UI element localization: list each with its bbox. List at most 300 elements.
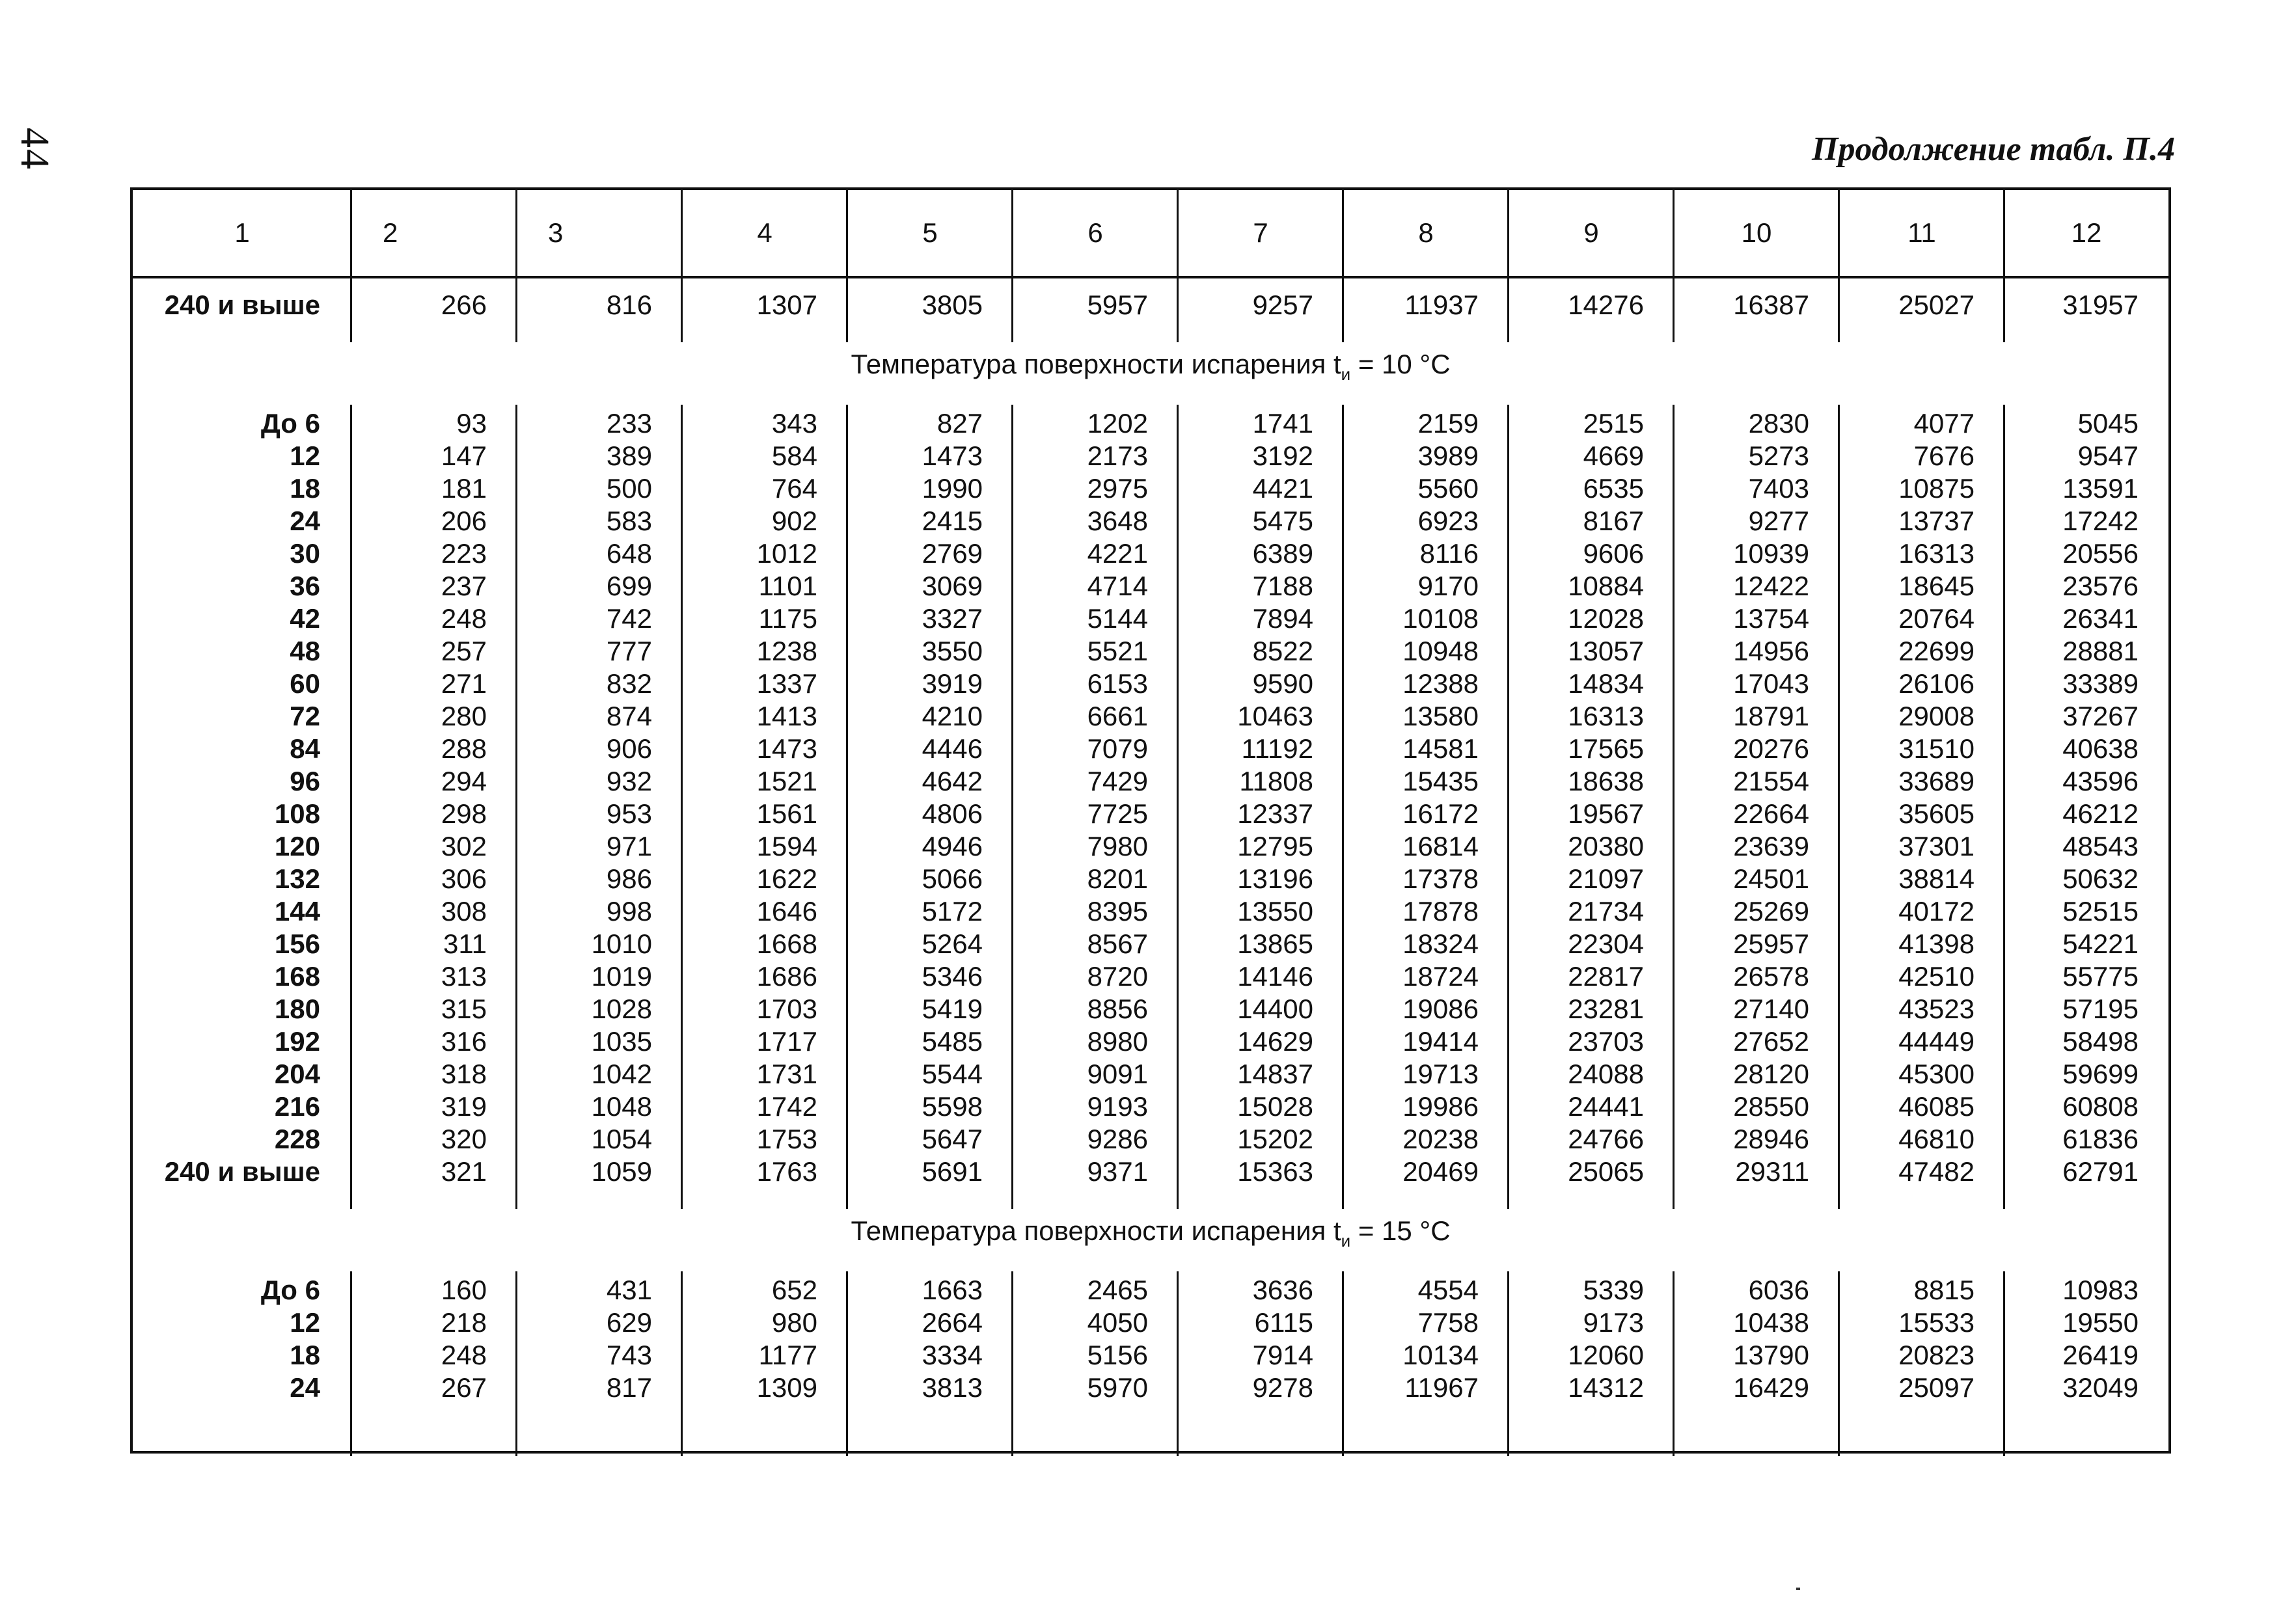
header-divider	[133, 276, 2168, 278]
table-row	[133, 570, 2168, 602]
table-cell: 5264	[922, 928, 983, 959]
table-cell: 42510	[1898, 961, 1975, 992]
table-cell: 4806	[922, 798, 983, 829]
row-label: 18	[290, 473, 320, 504]
table-cell: 1337	[756, 668, 817, 699]
table-cell: 648	[606, 538, 652, 569]
table-cell: 33389	[2062, 668, 2139, 699]
table-cell: 5273	[1748, 440, 1809, 471]
header-cell: 8	[1418, 217, 1434, 248]
header-cell: 4	[757, 217, 772, 248]
table-cell: 1663	[922, 1275, 983, 1305]
table-cell: 5647	[922, 1124, 983, 1154]
table-cell: 13790	[1733, 1340, 1809, 1370]
table-cell: 19567	[1568, 798, 1644, 829]
table-cell: 14581	[1402, 733, 1479, 764]
table-cell: 24501	[1733, 863, 1809, 894]
row-label: 30	[290, 538, 320, 569]
table-cell: 5144	[1087, 603, 1148, 634]
table-cell: 14956	[1733, 636, 1809, 666]
column-divider	[1177, 1271, 1179, 1456]
row-label: 168	[274, 961, 320, 992]
table-cell: 18791	[1733, 701, 1809, 731]
table-cell: 2173	[1087, 440, 1148, 471]
row-label: 84	[290, 733, 320, 764]
table-row	[133, 798, 2168, 830]
table-cell: 313	[441, 961, 487, 992]
table-cell: 4669	[1583, 440, 1644, 471]
row-label: 240 и выше	[164, 1156, 320, 1187]
table-cell: 2664	[922, 1307, 983, 1338]
table-cell: 500	[606, 473, 652, 504]
table-cell: 3648	[1087, 506, 1148, 536]
column-divider	[350, 1271, 352, 1456]
table-cell: 7429	[1087, 766, 1148, 796]
table-cell: 14400	[1237, 994, 1313, 1024]
table-cell: 315	[441, 994, 487, 1024]
table-cell: 3636	[1252, 1275, 1313, 1305]
row-label: 42	[290, 603, 320, 634]
table-cell: 9590	[1252, 668, 1313, 699]
column-divider	[2003, 405, 2005, 1209]
column-divider	[846, 1271, 848, 1456]
table-cell: 5419	[922, 994, 983, 1024]
table-cell: 62791	[2062, 1156, 2139, 1187]
table-cell: 93	[456, 408, 487, 439]
column-divider	[1838, 405, 1840, 1209]
table-cell: 233	[606, 408, 652, 439]
table-cell: 13754	[1733, 603, 1809, 634]
table-cell: 8116	[1419, 538, 1479, 569]
table-cell: 61836	[2062, 1124, 2139, 1154]
table-cell: 26106	[1898, 668, 1975, 699]
table-cell: 23703	[1568, 1026, 1644, 1057]
table-cell: 21554	[1733, 766, 1809, 796]
column-divider	[846, 405, 848, 1209]
table-cell: 23281	[1568, 994, 1644, 1024]
table-cell: 3805	[922, 290, 983, 320]
table-cell: 48543	[2062, 831, 2139, 861]
section-title	[133, 1215, 2168, 1251]
table-cell: 20764	[1898, 603, 1975, 634]
table-cell: 4077	[1913, 408, 1975, 439]
column-divider	[681, 405, 683, 1209]
table-cell: 9170	[1417, 571, 1479, 601]
table-cell: 5970	[1087, 1372, 1148, 1403]
continuation-title: Продолжение табл. П.4	[1812, 131, 2175, 168]
column-divider	[1177, 405, 1179, 1209]
table-cell: 4946	[922, 831, 983, 861]
table-cell: 11808	[1239, 766, 1313, 796]
table-cell: 652	[771, 1275, 817, 1305]
section-title-text: Температура поверхности испарения t	[851, 349, 1341, 379]
table-row	[133, 289, 2168, 321]
table-cell: 5156	[1087, 1340, 1148, 1370]
header-cell: 3	[548, 217, 564, 248]
table-cell: 6036	[1748, 1275, 1809, 1305]
column-divider	[1673, 190, 1675, 342]
column-divider	[1011, 1271, 1013, 1456]
table-cell: 17878	[1402, 896, 1479, 927]
table-cell: 1059	[591, 1156, 652, 1187]
table-cell: 25097	[1898, 1372, 1975, 1403]
table-cell: 18324	[1402, 928, 1479, 959]
column-divider	[515, 1271, 517, 1456]
table-cell: 906	[606, 733, 652, 764]
table-cell: 5521	[1087, 636, 1148, 666]
section-title-text: Температура поверхности испарения t	[851, 1215, 1341, 1246]
table-cell: 699	[606, 571, 652, 601]
table-cell: 4714	[1087, 571, 1148, 601]
table-row	[133, 1123, 2168, 1156]
column-divider	[681, 1271, 683, 1456]
table-cell: 5560	[1417, 473, 1479, 504]
table-cell: 25027	[1898, 290, 1975, 320]
header-cell: 7	[1253, 217, 1268, 248]
table-cell: 8720	[1087, 961, 1148, 992]
table-cell: 20469	[1402, 1156, 1479, 1187]
table-cell: 6661	[1087, 701, 1148, 731]
column-divider	[1507, 405, 1509, 1209]
table-cell: 777	[606, 636, 652, 666]
table-cell: 18645	[1898, 571, 1975, 601]
table-cell: 223	[441, 538, 487, 569]
table-cell: 932	[606, 766, 652, 796]
row-label: 228	[274, 1124, 320, 1154]
table-cell: 19086	[1402, 994, 1479, 1024]
table-cell: 6153	[1087, 668, 1148, 699]
table-cell: 1521	[756, 766, 817, 796]
table-cell: 8201	[1087, 863, 1148, 894]
section-title-suffix: = 10 °C	[1350, 349, 1451, 379]
table-cell: 1990	[922, 473, 983, 504]
table-cell: 971	[606, 831, 652, 861]
table-cell: 10939	[1733, 538, 1809, 569]
table-cell: 21097	[1568, 863, 1644, 894]
column-divider	[1673, 405, 1675, 1209]
table-cell: 9547	[2077, 440, 2139, 471]
table-cell: 18724	[1402, 961, 1479, 992]
table-cell: 7758	[1417, 1307, 1479, 1338]
table-cell: 17043	[1733, 668, 1809, 699]
row-label: 216	[274, 1091, 320, 1122]
page-number: 44	[12, 128, 57, 170]
table-cell: 59699	[2062, 1059, 2139, 1089]
table-cell: 8856	[1087, 994, 1148, 1024]
table-cell: 742	[606, 603, 652, 634]
table-cell: 25957	[1733, 928, 1809, 959]
table-cell: 1175	[758, 603, 817, 634]
table-cell: 28550	[1733, 1091, 1809, 1122]
table-cell: 18638	[1568, 766, 1644, 796]
table-cell: 1594	[756, 831, 817, 861]
table-cell: 45300	[1898, 1059, 1975, 1089]
table-cell: 4642	[922, 766, 983, 796]
table-cell: 44449	[1898, 1026, 1975, 1057]
table-cell: 11937	[1404, 290, 1479, 320]
table-row	[133, 765, 2168, 798]
table-cell: 1054	[591, 1124, 652, 1154]
table-cell: 12795	[1237, 831, 1313, 861]
section-title	[133, 349, 2168, 385]
column-divider	[1342, 190, 1344, 342]
table-cell: 257	[441, 636, 487, 666]
table-row	[133, 1025, 2168, 1058]
table-cell: 16429	[1733, 1372, 1809, 1403]
table-cell: 7894	[1252, 603, 1313, 634]
table-row	[133, 830, 2168, 863]
table-cell: 288	[441, 733, 487, 764]
table-cell: 3069	[922, 571, 983, 601]
table-cell: 9257	[1252, 290, 1313, 320]
table-cell: 248	[441, 603, 487, 634]
table-cell: 1731	[756, 1059, 817, 1089]
table-cell: 1741	[1252, 408, 1313, 439]
table-cell: 29008	[1898, 701, 1975, 731]
table-cell: 302	[441, 831, 487, 861]
table-cell: 47482	[1898, 1156, 1975, 1187]
header-cell: 5	[922, 217, 938, 248]
table-cell: 12422	[1733, 571, 1809, 601]
table-row	[133, 895, 2168, 928]
table-cell: 52515	[2062, 896, 2139, 927]
row-label: 24	[290, 1372, 320, 1403]
table-cell: 1561	[756, 798, 817, 829]
table-cell: 15435	[1402, 766, 1479, 796]
column-divider	[1507, 1271, 1509, 1456]
section-title-subscript: и	[1341, 364, 1351, 384]
row-label: 192	[274, 1026, 320, 1057]
table-cell: 832	[606, 668, 652, 699]
data-table	[130, 187, 2171, 1454]
table-cell: 60808	[2062, 1091, 2139, 1122]
table-cell: 19986	[1402, 1091, 1479, 1122]
column-divider	[2003, 1271, 2005, 1456]
table-cell: 1012	[756, 538, 817, 569]
table-cell: 5544	[922, 1059, 983, 1089]
table-row	[133, 1372, 2168, 1404]
table-cell: 37301	[1898, 831, 1975, 861]
row-label: 96	[290, 766, 320, 796]
table-cell: 13865	[1237, 928, 1313, 959]
table-cell: 17242	[2062, 506, 2139, 536]
table-cell: 2465	[1087, 1275, 1148, 1305]
table-cell: 218	[441, 1307, 487, 1338]
table-cell: 9277	[1748, 506, 1809, 536]
table-cell: 10948	[1402, 636, 1479, 666]
table-row	[133, 1156, 2168, 1188]
table-cell: 1473	[756, 733, 817, 764]
row-label: До 6	[260, 1275, 320, 1305]
column-divider	[1342, 1271, 1344, 1456]
table-cell: 16387	[1733, 290, 1809, 320]
table-cell: 267	[441, 1372, 487, 1403]
table-cell: 1238	[756, 636, 817, 666]
table-cell: 14629	[1237, 1026, 1313, 1057]
table-cell: 17378	[1402, 863, 1479, 894]
table-cell: 54221	[2062, 928, 2139, 959]
table-cell: 8167	[1583, 506, 1644, 536]
table-row	[133, 1274, 2168, 1306]
table-cell: 4421	[1252, 473, 1313, 504]
table-cell: 25065	[1568, 1156, 1644, 1187]
column-divider	[1011, 405, 1013, 1209]
table-cell: 583	[606, 506, 652, 536]
table-cell: 7188	[1252, 571, 1313, 601]
table-cell: 5475	[1252, 506, 1313, 536]
table-cell: 1742	[756, 1091, 817, 1122]
table-cell: 58498	[2062, 1026, 2139, 1057]
table-row	[133, 668, 2168, 700]
table-cell: 5957	[1087, 290, 1148, 320]
table-cell: 1309	[756, 1372, 817, 1403]
table-row	[133, 472, 2168, 505]
table-cell: 9193	[1087, 1091, 1148, 1122]
table-cell: 11967	[1404, 1372, 1479, 1403]
table-cell: 294	[441, 766, 487, 796]
table-cell: 27140	[1733, 994, 1809, 1024]
table-cell: 12337	[1237, 798, 1313, 829]
table-cell: 46085	[1898, 1091, 1975, 1122]
table-cell: 2415	[922, 506, 983, 536]
table-cell: 38814	[1898, 863, 1975, 894]
table-cell: 10134	[1402, 1340, 1479, 1370]
column-divider	[1342, 405, 1344, 1209]
table-cell: 306	[441, 863, 487, 894]
table-cell: 5066	[922, 863, 983, 894]
table-cell: 20276	[1733, 733, 1809, 764]
table-cell: 46212	[2062, 798, 2139, 829]
table-cell: 1028	[591, 994, 652, 1024]
row-label: 240 и выше	[164, 290, 320, 320]
table-cell: 7725	[1087, 798, 1148, 829]
table-cell: 23576	[2062, 571, 2139, 601]
table-cell: 26578	[1733, 961, 1809, 992]
table-cell: 15202	[1237, 1124, 1313, 1154]
table-cell: 19550	[2062, 1307, 2139, 1338]
table-cell: 764	[771, 473, 817, 504]
table-cell: 26419	[2062, 1340, 2139, 1370]
table-cell: 584	[771, 440, 817, 471]
table-row	[133, 1306, 2168, 1339]
table-cell: 1473	[922, 440, 983, 471]
table-cell: 2159	[1417, 408, 1479, 439]
table-cell: 5172	[922, 896, 983, 927]
table-cell: 6115	[1254, 1307, 1313, 1338]
table-cell: 280	[441, 701, 487, 731]
row-label: 180	[274, 994, 320, 1024]
table-cell: 1019	[591, 961, 652, 992]
column-divider	[2003, 190, 2005, 342]
section-title-subscript: и	[1341, 1231, 1351, 1251]
table-cell: 1763	[756, 1156, 817, 1187]
table-cell: 5598	[922, 1091, 983, 1122]
table-cell: 817	[606, 1372, 652, 1403]
table-cell: 20238	[1402, 1124, 1479, 1154]
table-cell: 629	[606, 1307, 652, 1338]
table-cell: 33689	[1898, 766, 1975, 796]
column-divider	[1838, 190, 1840, 342]
table-cell: 10875	[1898, 473, 1975, 504]
table-cell: 13057	[1568, 636, 1644, 666]
table-row	[133, 440, 2168, 472]
table-cell: 22817	[1568, 961, 1644, 992]
column-divider	[350, 405, 352, 1209]
table-cell: 13550	[1237, 896, 1313, 927]
table-cell: 5045	[2077, 408, 2139, 439]
table-cell: 7079	[1087, 733, 1148, 764]
table-cell: 5339	[1583, 1275, 1644, 1305]
table-cell: 311	[443, 928, 487, 959]
table-cell: 1010	[591, 928, 652, 959]
table-cell: 321	[441, 1156, 487, 1187]
table-cell: 319	[441, 1091, 487, 1122]
table-cell: 827	[936, 408, 983, 439]
table-cell: 50632	[2062, 863, 2139, 894]
table-cell: 6923	[1417, 506, 1479, 536]
table-cell: 46810	[1898, 1124, 1975, 1154]
table-cell: 271	[441, 668, 487, 699]
table-cell: 2769	[922, 538, 983, 569]
row-label: 144	[274, 896, 320, 927]
table-cell: 24088	[1568, 1059, 1644, 1089]
table-cell: 10463	[1237, 701, 1313, 731]
table-cell: 998	[606, 896, 652, 927]
table-row	[133, 863, 2168, 895]
header-cell: 11	[1907, 217, 1936, 248]
header-cell: 6	[1087, 217, 1103, 248]
row-label: 24	[290, 506, 320, 536]
table-cell: 181	[441, 473, 487, 504]
table-cell: 3334	[922, 1340, 983, 1370]
table-cell: 389	[606, 440, 652, 471]
table-row	[133, 700, 2168, 733]
header-cell: 1	[234, 217, 250, 248]
table-cell: 1202	[1087, 408, 1148, 439]
table-cell: 1048	[591, 1091, 652, 1122]
table-cell: 19414	[1402, 1026, 1479, 1057]
column-divider	[515, 405, 517, 1209]
table-cell: 17565	[1568, 733, 1644, 764]
table-cell: 22664	[1733, 798, 1809, 829]
table-cell: 40172	[1898, 896, 1975, 927]
table-cell: 14146	[1237, 961, 1313, 992]
table-cell: 13591	[2062, 473, 2139, 504]
table-cell: 16313	[1898, 538, 1975, 569]
table-row	[133, 1090, 2168, 1123]
table-cell: 14837	[1237, 1059, 1313, 1089]
table-cell: 43523	[1898, 994, 1975, 1024]
row-label: До 6	[260, 408, 320, 439]
table-cell: 16172	[1402, 798, 1479, 829]
column-divider	[1507, 190, 1509, 342]
table-row	[133, 960, 2168, 993]
table-row	[133, 505, 2168, 537]
table-cell: 3327	[922, 603, 983, 634]
table-cell: 31957	[2062, 290, 2139, 320]
table-cell: 3919	[922, 668, 983, 699]
column-divider	[1177, 190, 1179, 342]
table-cell: 2515	[1583, 408, 1644, 439]
table-cell: 431	[606, 1275, 652, 1305]
table-cell: 31510	[1898, 733, 1975, 764]
table-cell: 10983	[2062, 1275, 2139, 1305]
row-label: 156	[274, 928, 320, 959]
table-cell: 1622	[756, 863, 817, 894]
table-cell: 1686	[756, 961, 817, 992]
table-cell: 874	[606, 701, 652, 731]
table-cell: 9278	[1252, 1372, 1313, 1403]
